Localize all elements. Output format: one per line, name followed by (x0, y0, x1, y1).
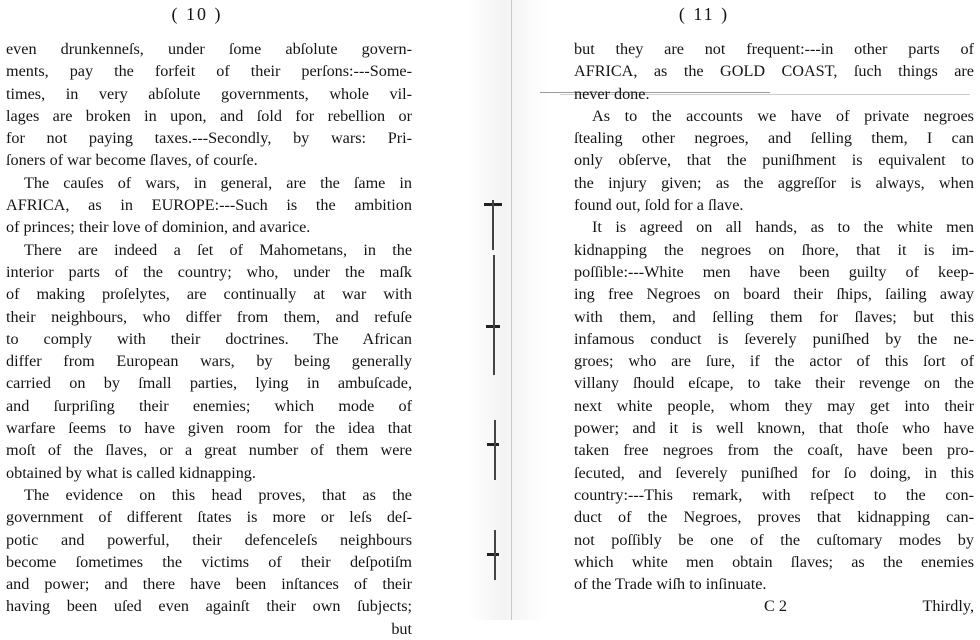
text-line: only obſerve, that the puniſhment is equivalent to (574, 151, 974, 170)
text-line: and ſurpriſing their enemies; which mode of (6, 396, 412, 415)
text-line: but they are not frequent:---in other parts of (574, 40, 974, 58)
text-line: the injury given; as the aggreſſor is always, when (574, 173, 974, 192)
text-line: with them, and ſelling them for ſlaves; but this (574, 307, 974, 326)
text-line: There are indeed a ſet of Mahometans, in the (24, 240, 412, 259)
text-line: taken free negroes from the coaſt, have been pro- (574, 441, 974, 460)
text-line: It is agreed on all hands, as to the white men (592, 218, 974, 237)
catchword: but (391, 619, 412, 638)
text-line: The evidence on this head proves, that as the (24, 485, 412, 504)
text-line: groes; who are ſure, if the actor of this ſort of (574, 352, 974, 371)
text-line: of the Trade wiſh to inſinuate. (574, 575, 767, 594)
page-number: ( 10 ) (171, 4, 223, 24)
catchword: Thirdly, (922, 597, 974, 616)
text-line: ments, pay the forfeit of their perſons:---Some- (6, 62, 412, 81)
gutter-fold-line (511, 0, 512, 620)
binding-thread (494, 530, 496, 580)
text-line: ing free Negroes on board their ſhips, ſailing away (574, 285, 974, 304)
binding-thread (494, 420, 496, 480)
binding-mark (487, 553, 499, 556)
text-line: AFRICA, as the GOLD COAST, ſuch things are (574, 62, 974, 81)
text-line: found out, ſold for a ſlave. (574, 196, 744, 215)
text-line: even drunkenneſs, under ſome abſolute govern- (6, 40, 412, 58)
text-line: of making proſelytes, are continually at war with (6, 285, 412, 304)
text-line: moſt of the ſlaves, or a great number of them were (6, 441, 412, 460)
text-line: next white people, whom they may get into their (574, 396, 974, 415)
page-number: ( 11 ) (678, 4, 730, 24)
text-line: villany ſhould eſcape, to take their revenge on the (574, 374, 974, 393)
page-footer (574, 595, 974, 617)
text-line: having been uſed even againſt their own ſubjects; (6, 597, 412, 616)
text-line: potic and powerful, their defenceleſs neighbours (6, 530, 412, 549)
text-line: of princes; their love of dominion, and avarice. (6, 218, 311, 237)
text-line: for not paying taxes.---Secondly, by wars: Pri- (6, 129, 412, 148)
text-line: ſecuted, and ſeverely puniſhed for ſo doing, in this (574, 463, 974, 482)
text-line: not poſſibly be one of the cuſtomary modes by (574, 530, 974, 549)
binding-thread (493, 255, 495, 375)
text-line: poſſible:---White men have been guilty of keep- (574, 262, 974, 281)
text-line: which white men obtain ſlaves; as the enemies (574, 552, 974, 571)
text-line: As to the accounts we have of private negroes (592, 106, 974, 125)
binding-thread (492, 200, 494, 250)
text-line: and power; and there have been inſtances of their (6, 575, 412, 594)
text-line: lages are broken in upon, and ſold for rebellion or (6, 106, 412, 125)
text-line: become ſometimes the victims of their deſpotiſm (6, 552, 412, 571)
text-line: infamous conduct is ſeverely puniſhed by the ne- (574, 329, 974, 348)
text-line: power; and it is well known, that thoſe who have (574, 419, 974, 438)
binding-mark (487, 443, 499, 446)
text-line: ſtealing other negroes, and ſelling them, I can (574, 129, 974, 148)
body-text (574, 38, 974, 618)
text-line: interior parts of the country; who, under the maſk (6, 262, 412, 281)
signature-mark: C 2 (764, 597, 787, 616)
text-line: warfare ſeems to have given room for the idea that (6, 419, 412, 438)
text-line: never done. (574, 84, 650, 103)
text-line: carried on by ſmall parties, lying in ambuſcade, (6, 374, 412, 393)
text-line: kidnapping the negroes on ſhore, that it is im- (574, 240, 974, 259)
text-line: obtained by what is called kidnapping. (6, 463, 256, 482)
text-line: duct of the Negroes, proves that kidnapping can- (574, 508, 974, 527)
text-line: times, in very abſolute governments, whole vil- (6, 84, 412, 103)
text-line: country:---This remark, with reſpect to the con- (574, 485, 974, 504)
text-line: AFRICA, as in EUROPE:---Such is the ambition (6, 196, 412, 215)
body-text (6, 38, 412, 640)
text-line: ſoners of war become ſlaves, of courſe. (6, 151, 258, 170)
text-line: differ from European wars, by being generally (6, 352, 412, 371)
text-line: The cauſes of wars, in general, are the ſame in (24, 173, 412, 192)
text-line: their neighbours, who differ from them, and refuſe (6, 307, 412, 326)
text-line: government of different ſtates is more or leſs deſ- (6, 508, 412, 527)
gutter-shadow (468, 0, 548, 620)
text-line: to comply with their doctrines. The African (6, 329, 412, 348)
